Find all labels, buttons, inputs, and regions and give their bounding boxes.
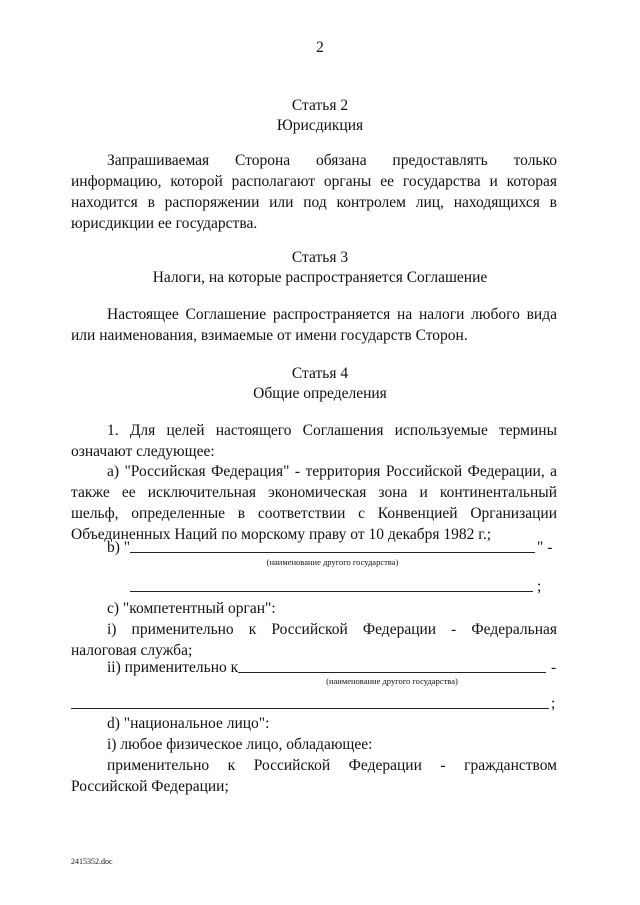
definition-d: d) "национальное лицо": bbox=[107, 715, 270, 732]
definition-c-i: i) применительно к Российской Федерации - Федеральная налоговая служба; bbox=[71, 621, 557, 659]
definition-c: с) "компетентный орган": bbox=[107, 600, 276, 617]
definitions-intro: 1. Для целей настоящего Соглашения используемые термины означают следующее: bbox=[71, 422, 557, 460]
definition-c-ii-suffix: - bbox=[551, 659, 557, 676]
article-3-body: Настоящее Соглашение распространяется на налоги любого вида или наименования, взимаемые от имени государств Сторон. bbox=[71, 306, 557, 344]
page-number: 2 bbox=[316, 39, 324, 56]
definition-b-suffix: " - bbox=[537, 539, 553, 556]
blank-line-other-state bbox=[130, 552, 535, 553]
article-3-title: Налоги, на которые распространяется Соглашение bbox=[152, 269, 488, 286]
article-3-heading: Статья 3 bbox=[291, 249, 349, 266]
definition-c-ii-end: ; bbox=[551, 695, 556, 712]
article-2-title: Юрисдикция bbox=[276, 117, 364, 134]
definition-a: а) "Российская Федерация" - территория Российской Федерации, а также ее исключительная экономическая зона и континентальный шельф, определенные в соответствии с Конвенцией Организации Объединенных Наций по морскому праву от 10 декабря 1982 г.; bbox=[71, 463, 557, 543]
definition-b-end: ; bbox=[537, 578, 542, 595]
definition-d-i: i) любое физическое лицо, обладающее: bbox=[107, 736, 373, 753]
article-4-heading: Статья 4 bbox=[291, 365, 349, 382]
article-2-heading: Статья 2 bbox=[291, 97, 349, 114]
article-2-body: Запрашиваемая Сторона обязана предоставлять только информацию, которой располагают органы ее государства и которая находится в распоряжении или под контролем лиц, находящихся в юрисдикции ее государства. bbox=[71, 152, 557, 232]
file-name-footer: 2415352.doc bbox=[71, 857, 113, 866]
other-state-caption: (наименование другого государства) bbox=[266, 557, 399, 567]
article-4-title: Общие определения bbox=[253, 385, 387, 402]
other-state-caption-2: (наименование другого государства) bbox=[326, 676, 458, 686]
definition-d-i-rf: применительно к Российской Федерации - гражданством Российской Федерации; bbox=[71, 757, 557, 795]
blank-line-authority-continuation bbox=[71, 708, 549, 709]
blank-line-continuation bbox=[130, 591, 533, 592]
definition-c-ii-prefix: ii) применительно к bbox=[107, 659, 239, 676]
definition-b-prefix: b) " bbox=[107, 539, 131, 556]
blank-line-authority bbox=[238, 672, 546, 673]
